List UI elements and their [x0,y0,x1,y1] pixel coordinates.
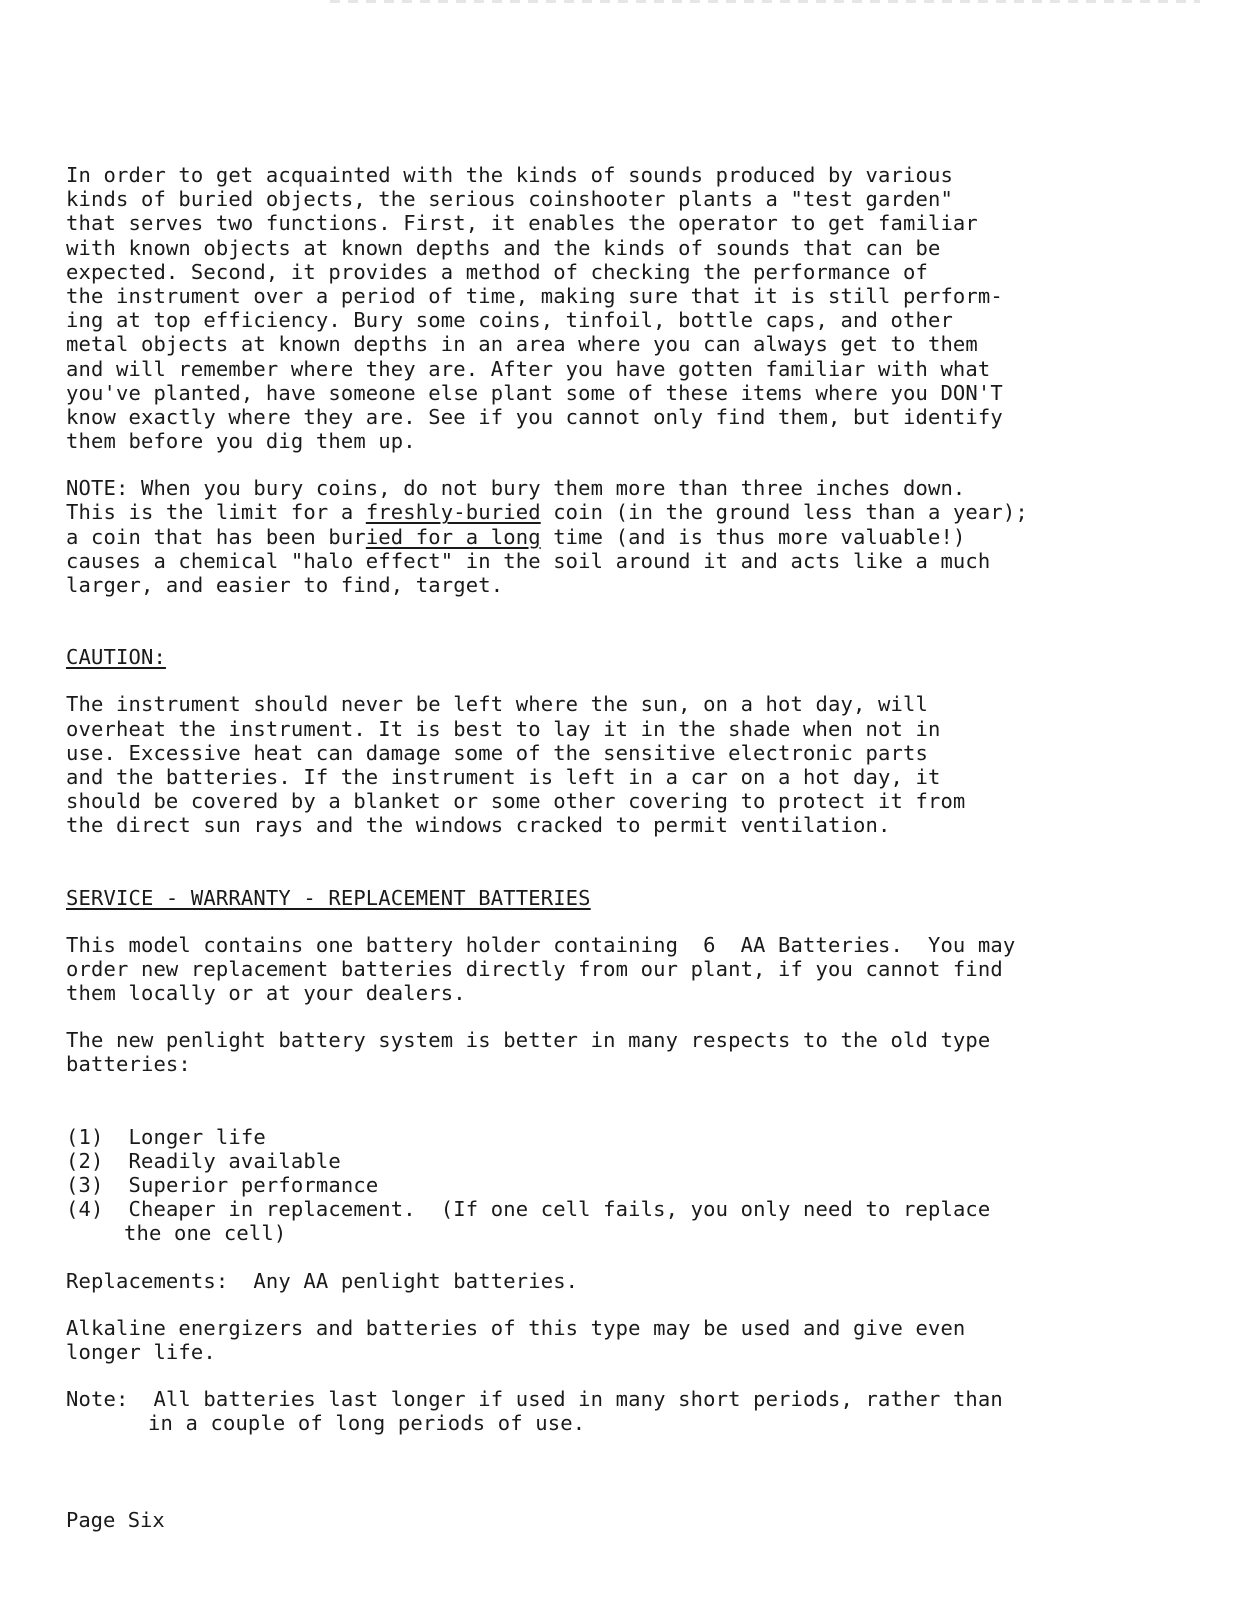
text-line: This model contains one battery holder containing 6 AA Batteries. You may [66,932,1016,957]
benefits-list [66,1125,1196,1246]
alkaline-paragraph [66,1316,1196,1364]
penlight-paragraph [66,1028,1196,1076]
list-item: (3) Superior performance [66,1173,379,1197]
text-line: should be covered by a blanket or some other covering to protect it from [66,789,966,814]
document-page [66,163,1196,1436]
text-line: you've planted, have someone else plant some of these items where you DON'T [66,380,1003,405]
service-heading: SERVICE - WARRANTY - REPLACEMENT BATTERIES [66,885,591,910]
page-number: Page Six [66,1508,165,1532]
text-line: order new replacement batteries directly from our plant, if you cannot find [66,956,1003,981]
text-line: that serves two functions. First, it enables the operator to get familiar [66,211,978,236]
caution-paragraph [66,692,1196,837]
list-item-continuation: the one cell) [124,1221,287,1246]
text-line: and will remember where they are. After you have gotten familiar with what [66,356,991,381]
text-line: kinds of buried objects, the serious coinshooter plants a "test garden" [66,187,953,212]
text-line: batteries: [66,1052,191,1077]
text-line: them locally or at your dealers. [66,981,466,1006]
underlined-text: freshly-buried [365,500,541,525]
text-line: and the batteries. If the instrument is left in a car on a hot day, it [66,764,941,789]
text-line: them before you dig them up. [66,429,416,454]
coin-depth-note [66,476,1196,597]
text-line: In order to get acquainted with the kinds of sounds produced by various [66,163,953,187]
text-line: metal objects at known depths in an area where you can always get to them [66,332,978,357]
list-item: (4) Cheaper in replacement. (If one cell fails, you only need to replace [66,1197,991,1222]
underlined-text: ied for a long [365,524,541,549]
text-line: a coin that has been buried for a long time (and is thus more valuable!) [66,524,966,549]
scan-artifact [330,0,1200,3]
text-line: The instrument should never be left where the sun, on a hot day, will [66,692,928,717]
text-line: Note: All batteries last longer if used in many short periods, rather than [66,1387,1003,1412]
text-line: overheat the instrument. It is best to lay it in the shade when not in [66,716,941,741]
battery-holder-paragraph [66,933,1196,1006]
text-line: ing at top efficiency. Bury some coins, tinfoil, bottle caps, and other [66,308,953,333]
text-line: NOTE: When you bury coins, do not bury them more than three inches down. [66,476,966,501]
text-line: The new penlight battery system is better in many respects to the old type [66,1028,991,1053]
battery-note [66,1387,1196,1435]
text-line: with known objects at known depths and the kinds of sounds that can be [66,235,941,260]
text-line: use. Excessive heat can damage some of the sensitive electronic parts [66,740,928,765]
list-item: (2) Readily available [66,1148,341,1173]
text-line: causes a chemical "halo effect" in the soil around it and acts like a much [66,548,991,573]
text-line: Alkaline energizers and batteries of this type may be used and give even [66,1315,966,1340]
test-garden-paragraph [66,163,1196,453]
text-line: longer life. [66,1339,216,1364]
text-line: expected. Second, it provides a method of checking the performance of [66,259,928,284]
text-line: the instrument over a period of time, making sure that it is still perform- [66,283,1003,308]
replacements-line: Replacements: Any AA penlight batteries. [66,1268,579,1293]
text-line: know exactly where they are. See if you cannot only find them, but identify [66,404,1003,429]
caution-heading: CAUTION: [66,645,166,670]
text-line: This is the limit for a freshly-buried coin (in the ground less than a year); [66,500,1028,525]
list-item: (1) Longer life [66,1124,266,1149]
text-line: larger, and easier to find, target. [66,573,504,597]
note-label: Note: [66,1387,129,1412]
text-line: in a couple of long periods of use. [148,1411,586,1436]
text-line: the direct sun rays and the windows cracked to permit ventilation. [66,813,891,838]
